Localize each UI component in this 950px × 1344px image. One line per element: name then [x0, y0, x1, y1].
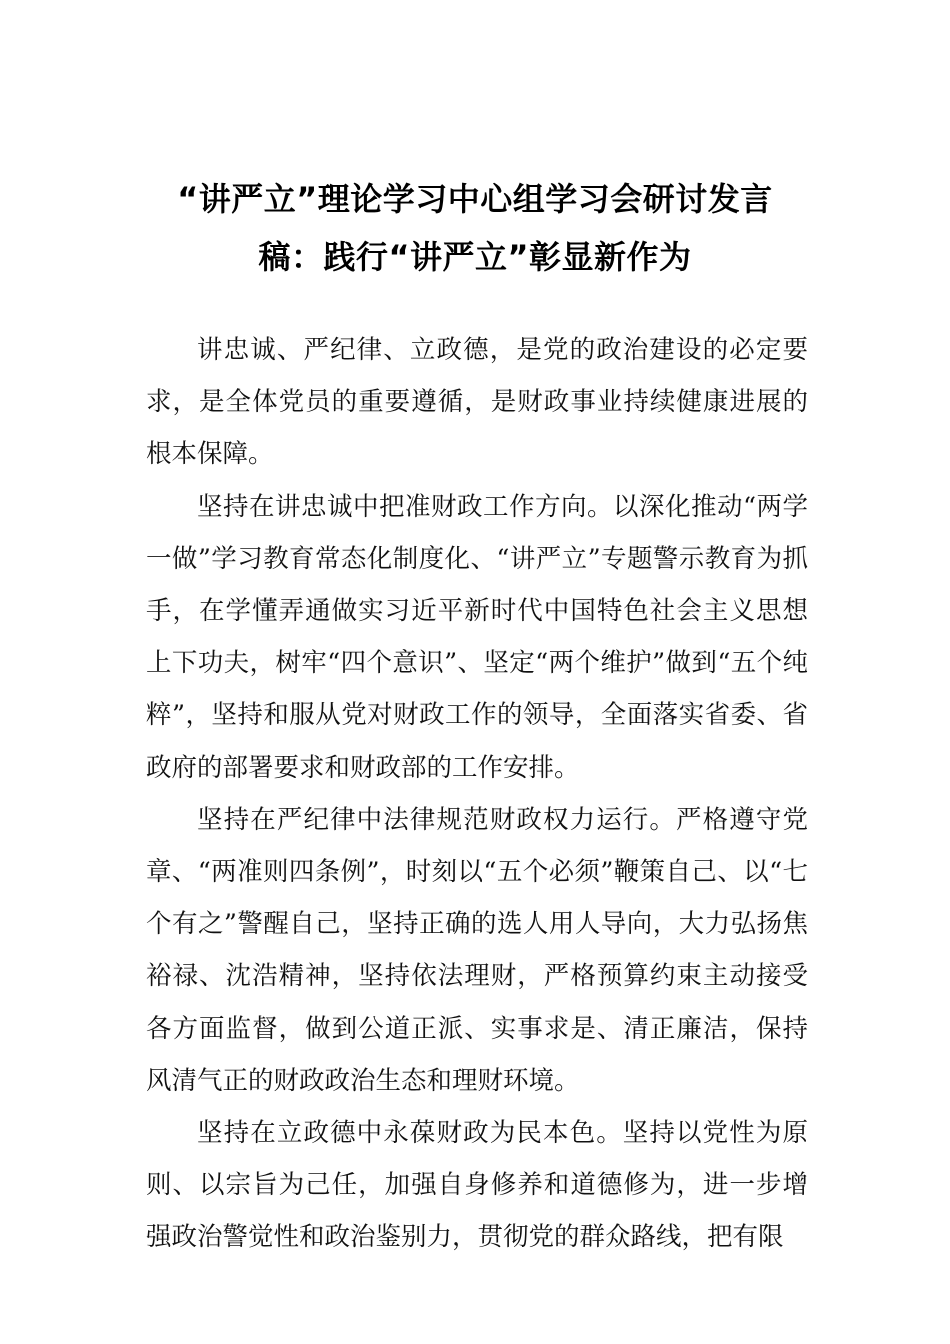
paragraph-intro: 讲忠诚、严纪律、立政德，是党的政治建设的必定要求，是全体党员的重要遵循，是财政事业持续健康进展的根本保障。	[146, 335, 808, 470]
title-line-2: 稿：践行“讲严立”彰显新作为	[258, 238, 692, 276]
paragraph-ethics: 坚持在立政德中永葆财政为民本色。坚持以党性为原则、以宗旨为己任，加强自身修养和道德修为，进一步增强政治警觉性和政治鉴别力，贯彻党的群众路线，把有限	[146, 1118, 808, 1253]
paragraph-discipline: 坚持在严纪律中法律规范财政权力运行。严格遵守党章、“两准则四条例”，时刻以“五个必须”鞭策自己、以“七个有之”警醒自己，坚持正确的选人用人导向，大力弘扬焦裕禄、沈浩精神，坚持依法理财，严格预算约束主动接受各方面监督，做到公道正派、实事求是、清正廉洁，保持风清气正的财政政治生态和理财环境。	[146, 804, 808, 1096]
paragraph-loyalty: 坚持在讲忠诚中把准财政工作方向。以深化推动“两学一做”学习教育常态化制度化、“讲严立”专题警示教育为抓手，在学懂弄通做实习近平新时代中国特色社会主义思想上下功夫，树牢“四个意识”、坚定“两个维护”做到“五个纯粹”，坚持和服从党对财政工作的领导，全面落实省委、省政府的部署要求和财政部的工作安排。	[146, 491, 808, 783]
document-body	[146, 324, 808, 1264]
document-title	[120, 170, 830, 286]
title-line-1: “讲严立”理论学习中心组学习会研讨发言	[177, 180, 773, 218]
